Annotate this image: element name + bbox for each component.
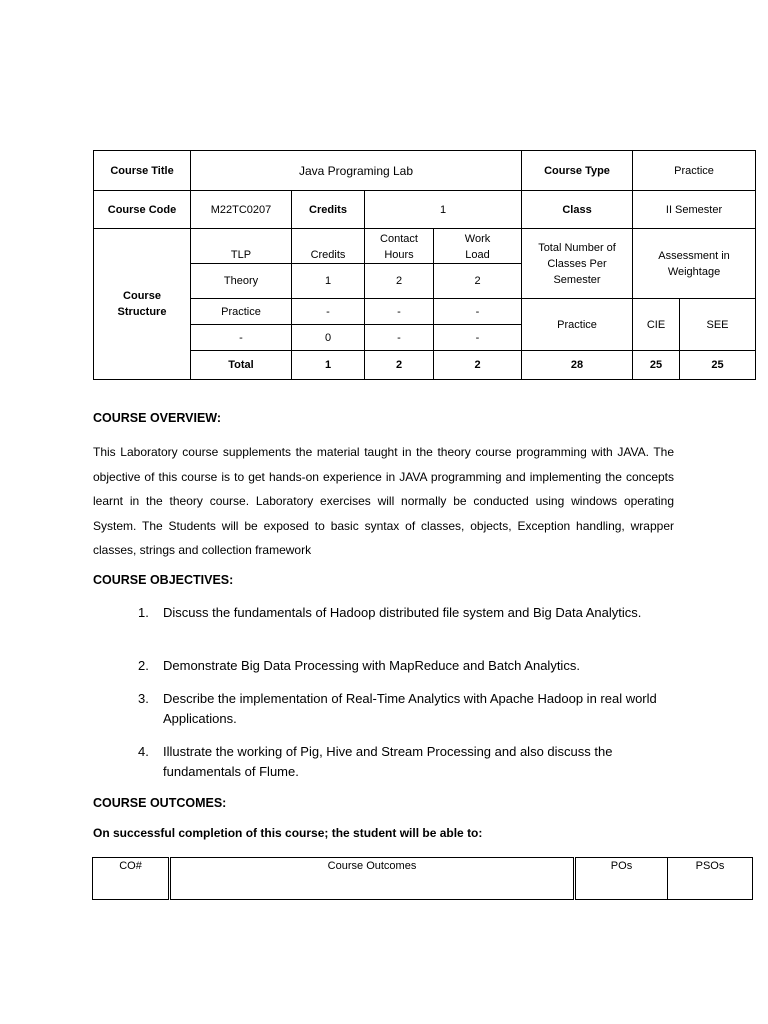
total-contact-hours: 2 <box>365 351 434 380</box>
psos-header: PSOs <box>668 858 753 900</box>
credits-header: Credits <box>292 229 365 264</box>
course-details-table <box>93 150 756 380</box>
cie-label: CIE <box>633 299 680 351</box>
total-classes-header: Total Number of Classes Per Semester <box>522 229 633 299</box>
objective-text: Illustrate the working of Pig, Hive and Stream Processing and also discuss the fundamentals of Flume. <box>163 744 613 779</box>
work-load-cell: - <box>434 325 522 351</box>
course-outcomes-intro: On successful completion of this course; the student will be able to: <box>93 826 483 840</box>
total-classes: 28 <box>522 351 633 380</box>
objective-text: Demonstrate Big Data Processing with MapReduce and Batch Analytics. <box>163 658 580 673</box>
course-structure-label: Course Structure <box>94 229 191 380</box>
course-outcomes-table <box>92 857 753 900</box>
objective-text: Discuss the fundamentals of Hadoop distributed file system and Big Data Analytics. <box>163 605 642 620</box>
contact-hours-cell: - <box>365 325 434 351</box>
contact-hours-cell: 2 <box>365 264 434 299</box>
tlp-header: TLP <box>191 229 292 264</box>
objective-number: 2. <box>138 658 149 673</box>
pos-header: POs <box>575 858 668 900</box>
objective-number: 1. <box>138 605 149 620</box>
co-number-header: CO# <box>93 858 170 900</box>
tlp-cell: - <box>191 325 292 351</box>
contact-hours-cell: - <box>365 299 434 325</box>
credits-value: 1 <box>365 191 522 229</box>
course-type-value: Practice <box>633 151 756 191</box>
contact-hours-header: Contact Hours <box>365 229 434 264</box>
course-code-value: M22TC0207 <box>191 191 292 229</box>
credits-cell: - <box>292 299 365 325</box>
total-credits: 1 <box>292 351 365 380</box>
work-load-cell: - <box>434 299 522 325</box>
course-overview-text: This Laboratory course supplements the material taught in the theory course programming with JAVA. The objective of this course is to get hands-on experience in JAVA programming and implementing the concepts learnt in the theory course. Laboratory exercises will normally be conducted using windows operating System. The Students will be exposed to basic syntax of classes, objects, Exception handling, wrapper classes, strings and collection framework <box>93 445 674 557</box>
course-type-label: Course Type <box>522 151 633 191</box>
objective-number: 3. <box>138 691 149 706</box>
class-value: II Semester <box>633 191 756 229</box>
tlp-cell: Practice <box>191 299 292 325</box>
credits-label: Credits <box>292 191 365 229</box>
objective-text: Describe the implementation of Real-Time Analytics with Apache Hadoop in real world Applications. <box>163 691 657 726</box>
objective-number: 4. <box>138 744 149 759</box>
course-overview-heading: COURSE OVERVIEW: <box>93 411 222 425</box>
credits-cell: 0 <box>292 325 365 351</box>
total-work-load: 2 <box>434 351 522 380</box>
course-outcomes-header: Course Outcomes <box>170 858 575 900</box>
assessment-header: Assessment in Weightage <box>633 229 756 299</box>
course-title-label: Course Title <box>94 151 191 191</box>
course-title-value: Java Programing Lab <box>191 151 522 191</box>
total-cie: 25 <box>633 351 680 380</box>
course-outcomes-heading: COURSE OUTCOMES: <box>93 796 227 810</box>
credits-cell: 1 <box>292 264 365 299</box>
course-code-label: Course Code <box>94 191 191 229</box>
tlp-cell: Theory <box>191 264 292 299</box>
practice-label: Practice <box>522 299 633 351</box>
class-label: Class <box>522 191 633 229</box>
course-objectives-heading: COURSE OBJECTIVES: <box>93 573 234 587</box>
total-label: Total <box>191 351 292 380</box>
work-load-header: Work Load <box>434 229 522 264</box>
total-see: 25 <box>680 351 756 380</box>
see-label: SEE <box>680 299 756 351</box>
work-load-cell: 2 <box>434 264 522 299</box>
